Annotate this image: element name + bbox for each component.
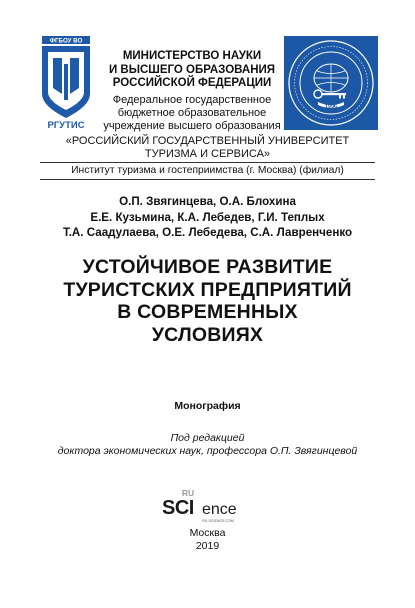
- book-type: Монография: [174, 400, 241, 412]
- year: 2019: [195, 540, 220, 552]
- divider: [40, 179, 375, 180]
- institute-name: Институт туризма и гостеприимства (г. Москва) (филиал): [71, 165, 344, 176]
- ministry-line: МИНИСТЕРСТВО НАУКИ: [122, 50, 262, 62]
- editor-line: Под редакцией: [170, 432, 245, 444]
- seal-year: 1996: [324, 104, 338, 110]
- emblem-bottom-text: РГУТИС: [47, 120, 85, 130]
- title-line: УСЛОВИЯХ: [151, 323, 264, 346]
- editor-credit: [20, 432, 395, 458]
- ministry-line: И ВЫСШЕГО ОБРАЗОВАНИЯ: [108, 63, 276, 76]
- university-name: [40, 135, 375, 161]
- ministry-heading: [100, 50, 284, 91]
- university-emblem-icon: [36, 34, 96, 130]
- publisher-logo: [160, 487, 260, 525]
- divider: [40, 162, 375, 163]
- ministry-line: РОССИЙСКОЙ ФЕДЕРАЦИИ: [112, 77, 272, 89]
- author-line: Т.А. Саадулаева, О.Е. Лебедева, С.А. Лавренченко: [62, 226, 353, 239]
- book-title: [30, 256, 385, 346]
- logo-ru: RU: [181, 488, 195, 498]
- logo-domain: RU-SCIENCE.COM: [202, 519, 234, 523]
- author-line: Е.Е. Кузьмина, К.А. Лебедев, Г.И. Теплых: [90, 210, 325, 224]
- federal-line: бюджетное образовательное: [117, 107, 267, 119]
- federal-institution-text: [100, 94, 284, 133]
- title-line: В СОВРЕМЕННЫХ: [117, 301, 298, 323]
- emblem-top-text: ФГБОУ ВО: [49, 37, 83, 45]
- title-line: УСТОЙЧИВОЕ РАЗВИТИЕ: [82, 256, 333, 278]
- logo-ence: ence: [202, 501, 237, 518]
- university-seal-icon: [284, 36, 378, 130]
- city: Москва: [189, 527, 226, 539]
- publication-place: [30, 527, 385, 553]
- university-line: ТУРИЗМА И СЕРВИСА»: [144, 148, 271, 160]
- editor-line: доктора экономических наук, профессора О.П. Звягинцевой: [57, 445, 358, 457]
- title-line: ТУРИСТСКИХ ПРЕДПРИЯТИЙ: [63, 278, 352, 301]
- university-line: «РОССИЙСКИЙ ГОСУДАРСТВЕННЫЙ УНИВЕРСИТЕТ: [65, 135, 350, 147]
- logo-sci: SCI: [162, 497, 194, 519]
- author-line: О.П. Звягинцева, О.А. Блохина: [119, 195, 296, 208]
- federal-line: Федеральное государственное: [112, 94, 272, 106]
- authors-list: [30, 194, 385, 241]
- federal-line: учреждение высшего образования: [103, 120, 281, 132]
